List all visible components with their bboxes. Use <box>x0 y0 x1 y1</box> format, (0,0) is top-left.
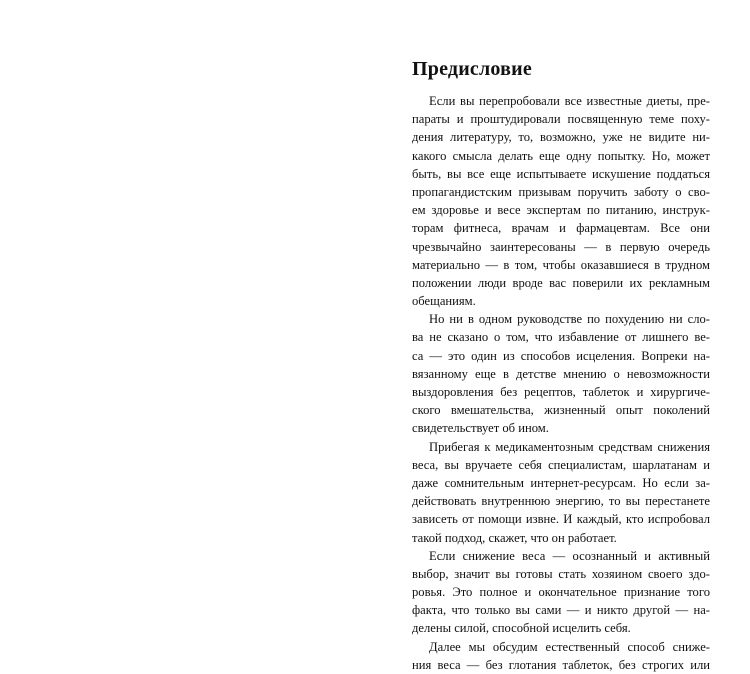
text-line: свидетельствует об ином. <box>412 421 549 436</box>
text-line: даже сомнительным интернет-ресурсам. Но если за- <box>412 475 710 490</box>
body-text <box>412 92 710 674</box>
text-line: Но ни в одном руководстве по похудению ни сло- <box>429 312 710 327</box>
text-line: факта, что только вы сами — и никто другой — на- <box>412 603 710 618</box>
text-line: действовать внутреннюю энергию, то вы перестанете <box>412 494 710 509</box>
left-page-blank <box>0 0 375 595</box>
text-line: ния веса — без глотания таблеток, без строгих или <box>412 657 710 672</box>
text-line: обещаниям. <box>412 294 476 309</box>
right-page <box>375 0 750 672</box>
text-line: вязанному еще в детстве мнению о невозможности <box>412 366 710 381</box>
text-line: ровья. Это полное и окончательное признание того <box>412 585 710 600</box>
text-line: положении люди вроде вас поверили их рекламным <box>412 275 710 290</box>
text-line: параты и проштудировали посвященную теме поху- <box>412 112 710 127</box>
text-line: Если вы перепробовали все известные диеты, пре- <box>429 94 710 108</box>
text-line: быть, вы все еще испытываете искушение поддаться <box>412 166 710 181</box>
text-line: Прибегая к медикаментозным средствам снижения <box>429 439 710 454</box>
paragraph <box>412 310 710 437</box>
text-line: Если снижение веса — осознанный и активный <box>429 548 710 563</box>
text-line: ского вмешательства, жизненный опыт поколений <box>412 403 710 418</box>
text-line: дения литературу, то, возможно, уже не видите ни- <box>412 130 710 145</box>
text-line: материально — в том, чтобы оказавшиеся в трудном <box>412 257 710 272</box>
text-line: Далее мы обсудим естественный способ сниже- <box>429 639 710 654</box>
paragraph <box>412 638 710 674</box>
text-line: такой подход, скажет, что он работает. <box>412 530 617 545</box>
paragraph <box>412 92 710 310</box>
text-line: торам фитнеса, врачам и фармацевтам. Все они <box>412 221 710 236</box>
text-line: веса, вы вручаете себя специалистам, шарлатанам и <box>412 457 710 472</box>
text-line: выздоровления без рецептов, таблеток и хирургиче- <box>412 385 710 399</box>
text-line: делены силой, способной исцелить себя. <box>412 621 631 636</box>
text-line: выбор, значит вы готовы стать хозяином своего здо- <box>412 566 710 581</box>
text-line: ем здоровье и весе экспертам по питанию, инструк- <box>412 203 710 218</box>
paragraph <box>412 547 710 638</box>
paragraph <box>412 438 710 547</box>
chapter-heading: Предисловие <box>412 58 532 80</box>
text-line: ва не сказано о том, что избавление от лишнего ве- <box>412 330 710 345</box>
text-line: чрезвычайно заинтересованы — в первую очередь <box>412 239 710 254</box>
text-line: са — это один из способов исцеления. Вопреки на- <box>412 348 710 363</box>
text-line: какого смысла делать еще одну попытку. Но, может <box>412 148 710 163</box>
text-line: пропагандистским призывам поручить заботу о сво- <box>412 184 710 199</box>
text-line: зависеть от помощи извне. И каждый, кто испробовал <box>412 512 710 527</box>
